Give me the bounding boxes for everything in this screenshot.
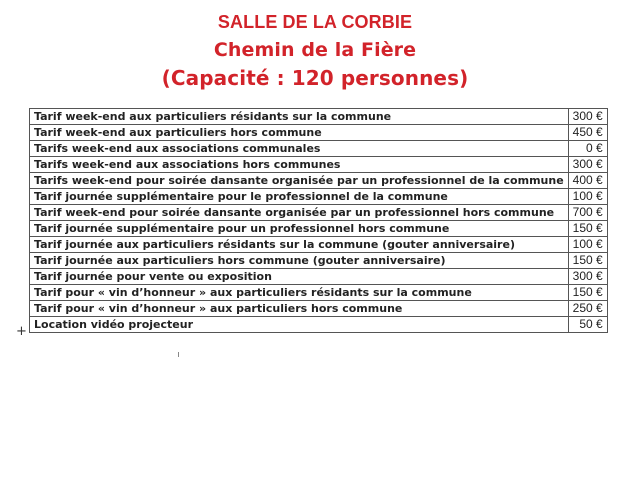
rate-label: Tarif journée aux particuliers résidants sur la commune (gouter anniversaire) <box>30 237 569 253</box>
rate-price: 300 € <box>568 109 607 125</box>
table-row <box>30 237 608 253</box>
table-row <box>30 157 608 173</box>
table-row <box>30 301 608 317</box>
rate-label: Tarif journée supplémentaire pour un professionnel hors commune <box>30 221 569 237</box>
hall-capacity: (Capacité : 120 personnes) <box>161 66 469 90</box>
rate-label: Tarifs week-end aux associations hors communes <box>30 157 569 173</box>
rate-price: 150 € <box>568 253 607 269</box>
rate-price: 400 € <box>568 173 607 189</box>
table-row <box>30 125 608 141</box>
rate-price: 300 € <box>568 269 607 285</box>
rate-label: Tarif journée aux particuliers hors commune (gouter anniversaire) <box>30 253 569 269</box>
table-row <box>30 285 608 301</box>
table-row <box>30 109 608 125</box>
rate-label: Tarif week-end aux particuliers hors commune <box>30 125 569 141</box>
rate-price: 150 € <box>568 221 607 237</box>
table-row <box>30 221 608 237</box>
rate-label: Location vidéo projecteur <box>30 317 569 333</box>
rate-label: Tarif journée supplémentaire pour le professionnel de la commune <box>30 189 569 205</box>
document-header <box>0 8 630 92</box>
rate-label: Tarif week-end pour soirée dansante organisée par un professionnel hors commune <box>30 205 569 221</box>
rate-price: 700 € <box>568 205 607 221</box>
table-row <box>30 317 608 333</box>
rate-label: Tarif pour « vin d’honneur » aux particuliers hors commune <box>30 301 569 317</box>
rate-price: 100 € <box>568 189 607 205</box>
hall-address-subtitle: Chemin de la Fière <box>213 39 417 61</box>
rate-price: 50 € <box>568 317 607 333</box>
rate-label: Tarifs week-end pour soirée dansante organisée par un professionnel de la commune <box>30 173 569 189</box>
rate-label: Tarifs week-end aux associations communales <box>30 141 569 157</box>
table-row <box>30 141 608 157</box>
table-row <box>30 173 608 189</box>
rate-label: Tarif week-end aux particuliers résidants sur la commune <box>30 109 569 125</box>
table-row <box>30 205 608 221</box>
rate-price: 0 € <box>568 141 607 157</box>
rate-price: 300 € <box>568 157 607 173</box>
rate-price: 450 € <box>568 125 607 141</box>
table-row <box>30 253 608 269</box>
rate-label: Tarif pour « vin d’honneur » aux particuliers résidants sur la commune <box>30 285 569 301</box>
scan-speck <box>178 352 179 357</box>
hall-name-title: SALLE DE LA CORBIE <box>217 12 413 32</box>
rate-price: 150 € <box>568 285 607 301</box>
rate-price: 250 € <box>568 301 607 317</box>
pricing-table <box>29 108 608 333</box>
rate-price: 100 € <box>568 237 607 253</box>
handwritten-mark: + <box>16 324 27 339</box>
table-row <box>30 189 608 205</box>
table-row <box>30 269 608 285</box>
rate-label: Tarif journée pour vente ou exposition <box>30 269 569 285</box>
